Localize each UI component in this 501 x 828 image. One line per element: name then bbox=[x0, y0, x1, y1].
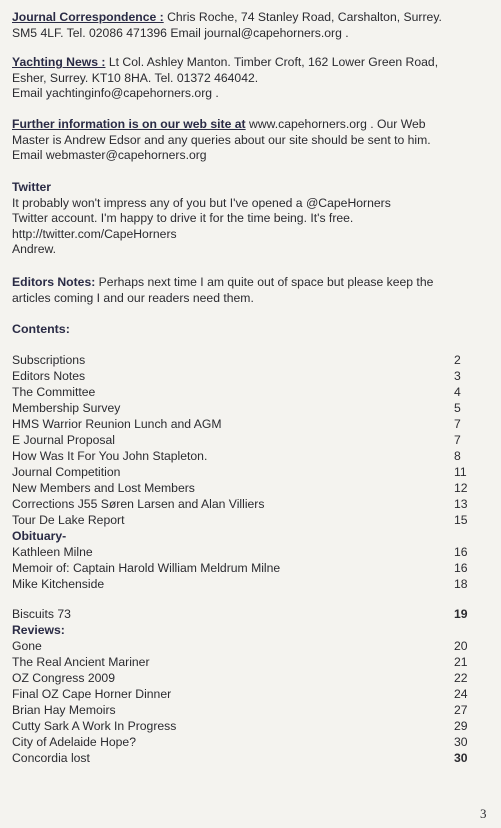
toc-entry-page: 3 bbox=[454, 369, 461, 383]
yachting-news-address: Lt Col. Ashley Manton. Timber Croft, 162 Lower Green Road, bbox=[105, 55, 439, 69]
toc-entry-page: 11 bbox=[454, 465, 467, 479]
toc-entry bbox=[12, 654, 482, 670]
toc-entry-page: 18 bbox=[454, 577, 468, 591]
toc-entry bbox=[12, 718, 482, 734]
toc-entry bbox=[12, 400, 482, 416]
editors-notes-heading: Editors Notes: bbox=[12, 275, 96, 289]
further-information-webmaster: Master is Andrew Edsor and any queries about our site should be sent to him. bbox=[12, 132, 431, 147]
toc-entry-title: Editors Notes bbox=[12, 369, 86, 383]
toc-entry-page: 27 bbox=[454, 703, 468, 717]
yachting-news-heading: Yachting News : bbox=[12, 55, 106, 69]
toc-entry-page: 20 bbox=[454, 639, 468, 653]
toc-entry bbox=[12, 544, 482, 560]
toc-entry-page: 16 bbox=[454, 561, 468, 575]
toc-entry-title: Cutty Sark A Work In Progress bbox=[12, 719, 177, 733]
toc-section-title: Obituary- bbox=[12, 529, 67, 543]
toc-entry-page: 7 bbox=[454, 433, 461, 447]
toc-entry-title: Brian Hay Memoirs bbox=[12, 703, 116, 717]
toc-section-title: Reviews: bbox=[12, 623, 65, 637]
page-number: 3 bbox=[480, 806, 487, 821]
twitter-heading: Twitter bbox=[12, 180, 52, 194]
toc-entry-title: Biscuits 73 bbox=[12, 607, 71, 621]
toc-entry-title: Journal Competition bbox=[12, 465, 121, 479]
toc-entry-title: E Journal Proposal bbox=[12, 433, 115, 447]
toc-entry-title: Membership Survey bbox=[12, 401, 121, 415]
toc-entry-page: 2 bbox=[454, 353, 461, 367]
twitter-text-2: Twitter account. I'm happy to drive it for the time being. It's free. bbox=[12, 211, 354, 225]
yachting-news-address-2: Esher, Surrey. KT10 8HA. Tel. 01372 464042. bbox=[12, 70, 259, 85]
toc-entry-page: 4 bbox=[454, 385, 461, 399]
toc-entry-page: 13 bbox=[454, 497, 468, 511]
journal-correspondence-contact: SM5 4LF. Tel. 02086 471396 Email journal@capehorners.org . bbox=[12, 25, 349, 40]
toc-entry bbox=[12, 750, 482, 766]
toc-entry-title: The Committee bbox=[12, 385, 96, 399]
yachting-news-paragraph bbox=[12, 55, 501, 102]
toc-entry-title: Memoir of: Captain Harold William Meldrum Milne bbox=[12, 561, 281, 575]
toc-entry-title: The Real Ancient Mariner bbox=[12, 655, 150, 669]
journal-correspondence-paragraph bbox=[12, 10, 501, 41]
contents-heading: Contents: bbox=[12, 322, 70, 336]
toc-entry-title: Concordia lost bbox=[12, 751, 90, 765]
toc-entry-page: 29 bbox=[454, 719, 468, 733]
toc-entry bbox=[12, 432, 482, 448]
toc-entry-page: 19 bbox=[454, 607, 468, 621]
editors-notes-paragraph bbox=[12, 275, 501, 306]
toc-entry bbox=[12, 734, 482, 750]
toc-entry bbox=[12, 416, 482, 432]
toc-entry bbox=[12, 576, 482, 592]
toc-entry bbox=[12, 384, 482, 400]
toc-entry-page: 21 bbox=[454, 655, 468, 669]
toc-entry-title: Kathleen Milne bbox=[12, 545, 93, 559]
toc-section-heading bbox=[12, 622, 482, 638]
toc-section-heading bbox=[12, 528, 482, 544]
toc-entry bbox=[12, 560, 482, 576]
yachting-news-email: Email yachtinginfo@capehorners.org . bbox=[12, 86, 219, 100]
toc-entry-title: Gone bbox=[12, 639, 42, 653]
toc-entry bbox=[12, 638, 482, 654]
toc-entry-title: City of Adelaide Hope? bbox=[12, 735, 136, 749]
toc-entry-page: 15 bbox=[454, 513, 468, 527]
toc-entry-title: HMS Warrior Reunion Lunch and AGM bbox=[12, 417, 222, 431]
editors-notes-text-2: articles coming I and our readers need them. bbox=[12, 290, 254, 305]
toc-entry-title: Corrections J55 Søren Larsen and Alan Villiers bbox=[12, 497, 265, 511]
toc-entry-page: 5 bbox=[454, 401, 461, 415]
further-information-paragraph bbox=[12, 117, 501, 164]
twitter-text-1: It probably won't impress any of you but I've opened a @CapeHorners bbox=[12, 195, 391, 210]
toc-entry-title: Tour De Lake Report bbox=[12, 513, 125, 527]
toc-entry bbox=[12, 368, 482, 384]
toc-entry-title: How Was It For You John Stapleton. bbox=[12, 449, 208, 463]
further-information-email: Email webmaster@capehorners.org bbox=[12, 148, 207, 162]
toc-entry-page: 12 bbox=[454, 481, 468, 495]
toc-entry-title: OZ Congress 2009 bbox=[12, 671, 115, 685]
toc-entry-page: 22 bbox=[454, 671, 468, 685]
toc-entry-page: 30 bbox=[454, 735, 468, 749]
toc-entry-page: 8 bbox=[454, 449, 461, 463]
toc-entry-page: 24 bbox=[454, 687, 468, 701]
toc-entry bbox=[12, 464, 482, 480]
journal-correspondence-heading: Journal Correspondence : bbox=[12, 10, 164, 24]
twitter-signature: Andrew. bbox=[12, 242, 57, 256]
toc-entry bbox=[12, 448, 482, 464]
editors-notes-text-1: Perhaps next time I am quite out of space but please keep the bbox=[95, 275, 434, 289]
toc-entry bbox=[12, 352, 482, 368]
toc-entry bbox=[12, 686, 482, 702]
further-information-website: www.capehorners.org . Our Web bbox=[245, 117, 426, 131]
toc-entry bbox=[12, 480, 482, 496]
toc-entry bbox=[12, 496, 482, 512]
toc-entry-page: 7 bbox=[454, 417, 461, 431]
toc-entry-title: New Members and Lost Members bbox=[12, 481, 195, 495]
toc-entry bbox=[12, 512, 482, 528]
toc-entry-title: Subscriptions bbox=[12, 353, 86, 367]
toc-entry bbox=[12, 606, 482, 622]
toc-entry-title: Final OZ Cape Horner Dinner bbox=[12, 687, 172, 701]
toc-entry-page: 16 bbox=[454, 545, 468, 559]
toc-entry bbox=[12, 702, 482, 718]
further-information-heading: Further information is on our web site at bbox=[12, 117, 246, 131]
journal-correspondence-address: Chris Roche, 74 Stanley Road, Carshalton, Surrey. bbox=[163, 10, 442, 24]
toc-entry-title: Mike Kitchenside bbox=[12, 577, 105, 591]
toc-entry-page: 30 bbox=[454, 751, 468, 765]
toc-entry bbox=[12, 670, 482, 686]
twitter-paragraph bbox=[12, 180, 501, 258]
twitter-url: http://twitter.com/CapeHorners bbox=[12, 226, 177, 241]
